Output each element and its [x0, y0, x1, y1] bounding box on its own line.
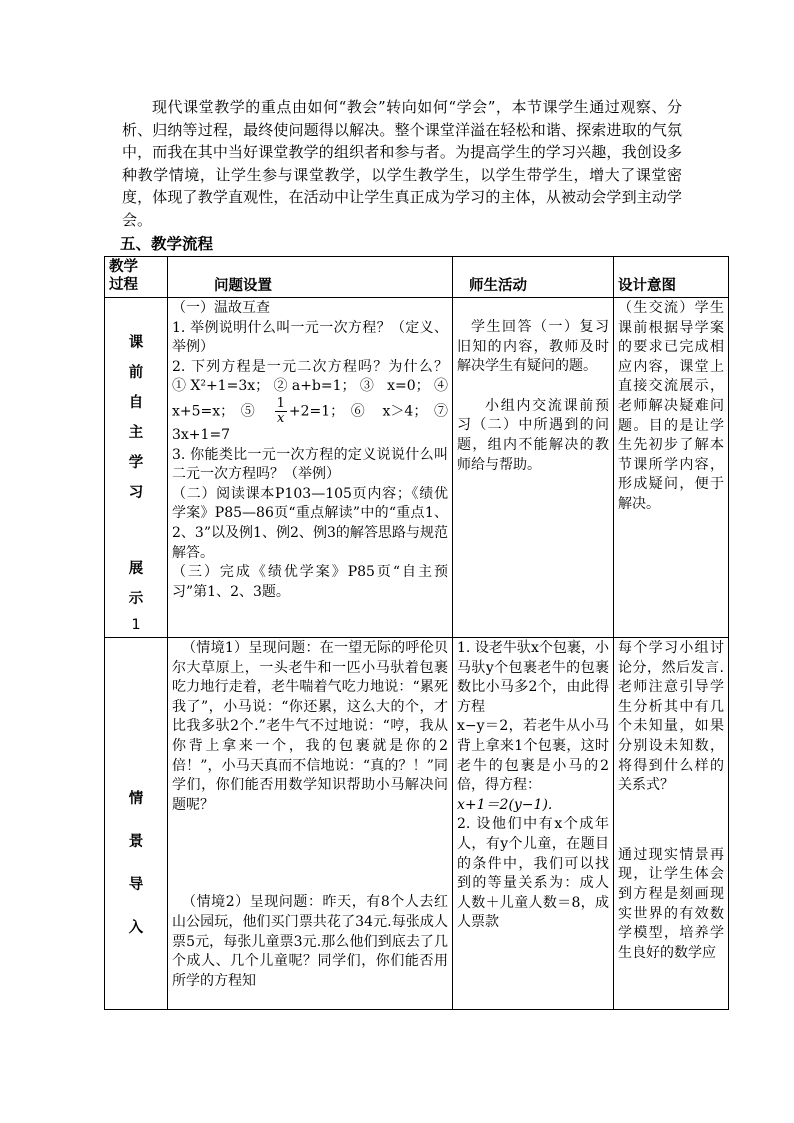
- question-2-part-a: 2. 下列方程是一元二次方程吗？为什么？①X²+1=3x；②a+b=1；③ x=0；④ x+5=x；⑤: [172, 358, 448, 420]
- header-process-line2: 过程: [109, 277, 138, 293]
- activity-2: 2. 设他们中有x个成年人，有y个儿童，在题目的条件中，我们可以找到的等量关系为：成人人数＋儿童人数＝8，成人票款: [457, 816, 609, 931]
- review-title: （一）温故互查: [172, 300, 270, 316]
- reading-task: （二）阅读课本P103—105页内容；《绩优学案》P85—86页“重点解读”中的“重点1、2、3”以及例1、例2、例3的解答思路与规范解答。: [172, 485, 448, 561]
- activities-cell: [453, 298, 614, 638]
- question-1: 1. 举例说明什么叫一元一次方程？（定义、举例）: [172, 319, 448, 356]
- activities-cell: [453, 638, 614, 1010]
- stage-char: 导: [128, 877, 144, 893]
- intent-1: 每个学习小组讨论分，然后发言.老师注意引导学生分析其中有几个未知量，如果分别设未知数，将得到什么样的关系式？: [618, 640, 724, 794]
- table-row: [105, 638, 729, 1010]
- header-intent: 设计意图: [614, 257, 729, 298]
- stage-char: 习: [128, 485, 144, 501]
- activity-1-equation: x−y＝2，若老牛从小马背上拿来1个包裹，这时老牛的包裹是小马的2倍，得方程：: [457, 718, 609, 794]
- stage-char: 自: [128, 395, 144, 411]
- fraction-one-over-x: [275, 397, 287, 426]
- header-questions: 问题设置: [168, 257, 453, 298]
- fraction-numerator: 1: [276, 395, 285, 411]
- intent-1: （生交流）学生课前根据导学案的要求已完成相应内容，课堂上直接交流展示，老师解决疑难问题。目的是让学生先初步了解本节课所学内容，形成疑问，便于解决。: [618, 300, 724, 512]
- questions-cell: [168, 298, 453, 638]
- stage-char: 前: [128, 365, 144, 381]
- stage-char: 展: [128, 561, 144, 577]
- scenario-2: （情境2）呈现问题：昨天，有8个人去红山公园玩，他们买门票共花了34元.每张成人票5元，每张儿童票3元.那么他们到底去了几个成人、几个儿童呢？同学们，你们能否用所学的方程知: [172, 894, 448, 989]
- header-process: [105, 257, 168, 298]
- preview-task: （三）完成《绩优学案》P85页“自主预习”第1、2、3题。: [172, 564, 448, 600]
- teaching-flow-table: [104, 256, 729, 1010]
- activity-1-equation-2: x+1＝2(y−1).: [457, 796, 553, 813]
- stage-char: 情: [128, 791, 144, 807]
- table-header-row: [105, 257, 729, 298]
- activity-2: 小组内交流课前预习（二）中所遇到的问题，组内不能解决的教师给与帮助。: [457, 397, 609, 473]
- question-2-part-b: +2=1；⑥ x＞4；⑦ 3x+1=7: [172, 403, 448, 443]
- intent-2: 通过现实情景再现，让学生体会到方程是刻画现实世界的有效数学模型，培养学生良好的数学应: [618, 846, 724, 961]
- activity-1-setup: 1. 设老牛驮x个包裹，小马驮y个包裹老牛的包裹数比小马多2个，由此得方程: [457, 640, 609, 715]
- question-2: [172, 358, 448, 446]
- intent-cell: [614, 638, 729, 1010]
- stage-scenario-intro: [105, 638, 168, 1010]
- stage-number: 1: [131, 617, 141, 633]
- questions-cell: [168, 638, 453, 1010]
- stage-char: 主: [128, 425, 144, 441]
- stage-char: 课: [128, 335, 144, 351]
- scenario-1: （情境1）呈现问题：在一望无际的呼伦贝尔大草原上，一头老牛和一匹小马驮着包裹吃力地行走着，老牛喘着气吃力地说：“累死我了”，小马说：“你还累，这么大的个，才比我多驮2个.”老牛气不过地说：“哼，我从你背上拿来一个，我的包裹就是你的2倍！”，小马天真而不信地说：“真的？！”同学们，你们能否用数学知识帮助小马解决问题呢？: [172, 640, 448, 813]
- fraction-denominator: x: [277, 410, 285, 426]
- intent-cell: [614, 298, 729, 638]
- activity-1: 学生回答（一）复习旧知的内容，教师及时解决学生有疑问的题。: [457, 319, 609, 375]
- question-3: 3. 你能类比一元一次方程的定义说说什么叫二元一次方程吗？（举例）: [172, 446, 448, 483]
- header-activities: 师生活动: [453, 257, 614, 298]
- section-heading: 五、教学流程: [120, 235, 214, 253]
- stage-char: 景: [128, 834, 144, 850]
- table-row: [105, 298, 729, 638]
- stage-char: 学: [128, 455, 144, 471]
- stage-char: 入: [128, 920, 144, 936]
- header-process-line1: 教学: [109, 259, 138, 275]
- intro-paragraph: 现代课堂教学的重点由如何“教会”转向如何“学会”，本节课学生通过观察、分析、归纳等过程，最终使问题得以解决。整个课堂洋溢在轻松和谐、探索进取的气氛中，而我在其中当好课堂教学的组织者和参与者。为提高学生的学习兴趣，我创设多种教学情境，让学生参与课堂教学，以学生教学生，以学生带学生，增大了课堂密度，体现了教学直观性，在活动中让学生真正成为学习的主体，从被动会学到主动学会。: [122, 98, 682, 229]
- stage-char: 示: [128, 591, 144, 607]
- stage-pre-class: [105, 298, 168, 638]
